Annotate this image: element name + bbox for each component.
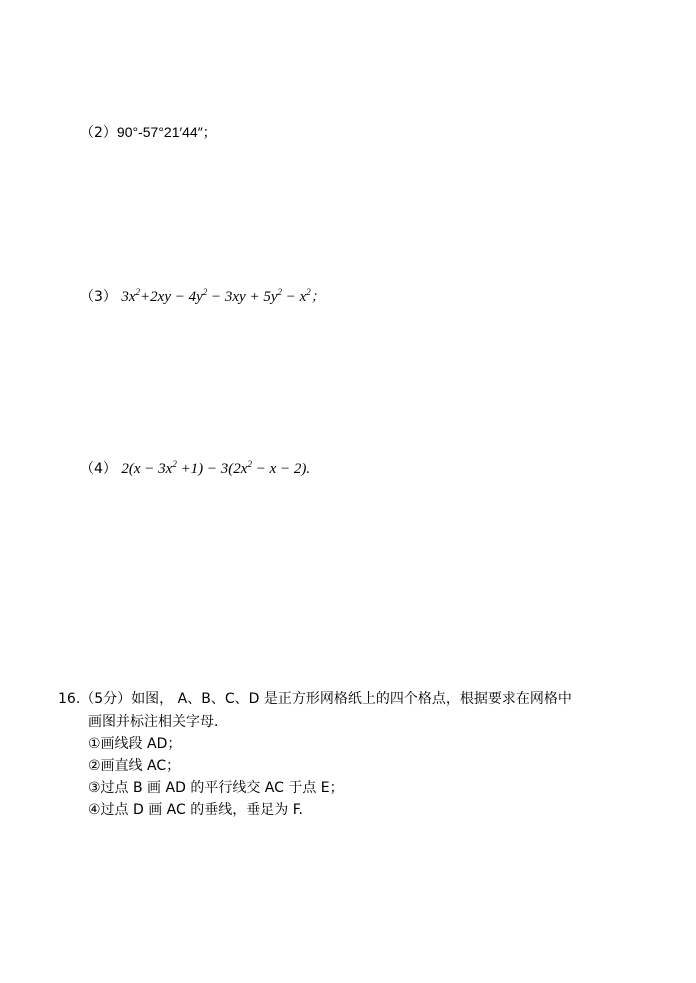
- problem-3-expression: $3x^2+2xy - 4y^2 - 3xy + 5y^2 - x^2$；: [121, 287, 325, 305]
- problem-2-expression: 90°-57°21′44″；: [116, 124, 217, 140]
- question-stem: 如图， A、B、C、D 是正方形网格纸上的四个格点，根据要求在网格中: [131, 691, 572, 707]
- question-16-stem-line2: 画图并标注相关字母．: [88, 714, 228, 730]
- problem-4: [80, 460, 310, 478]
- question-16-item-4: ④过点 D 画 AC 的垂线，垂足为 F.: [88, 802, 303, 818]
- problem-2: [80, 123, 217, 142]
- question-number: 16.: [58, 691, 81, 707]
- problem-4-label: （4）: [80, 461, 117, 477]
- question-16-item-1: ①画线段 AD；: [88, 736, 182, 752]
- problem-3: [80, 288, 325, 306]
- problem-2-label: （2）: [80, 125, 117, 141]
- problem-4-expression: $2(x - 3x^2 +1) - 3(2x^2 - x - 2)$.: [121, 459, 311, 477]
- question-16-stem-line1: [58, 690, 572, 708]
- question-16-item-3: ③过点 B 画 AD 的平行线交 AC 于点 E；: [88, 780, 344, 796]
- problem-3-label: （3）: [80, 289, 117, 305]
- question-score: （5分）: [80, 691, 132, 707]
- question-16-item-2: ②画直线 AC；: [88, 758, 181, 774]
